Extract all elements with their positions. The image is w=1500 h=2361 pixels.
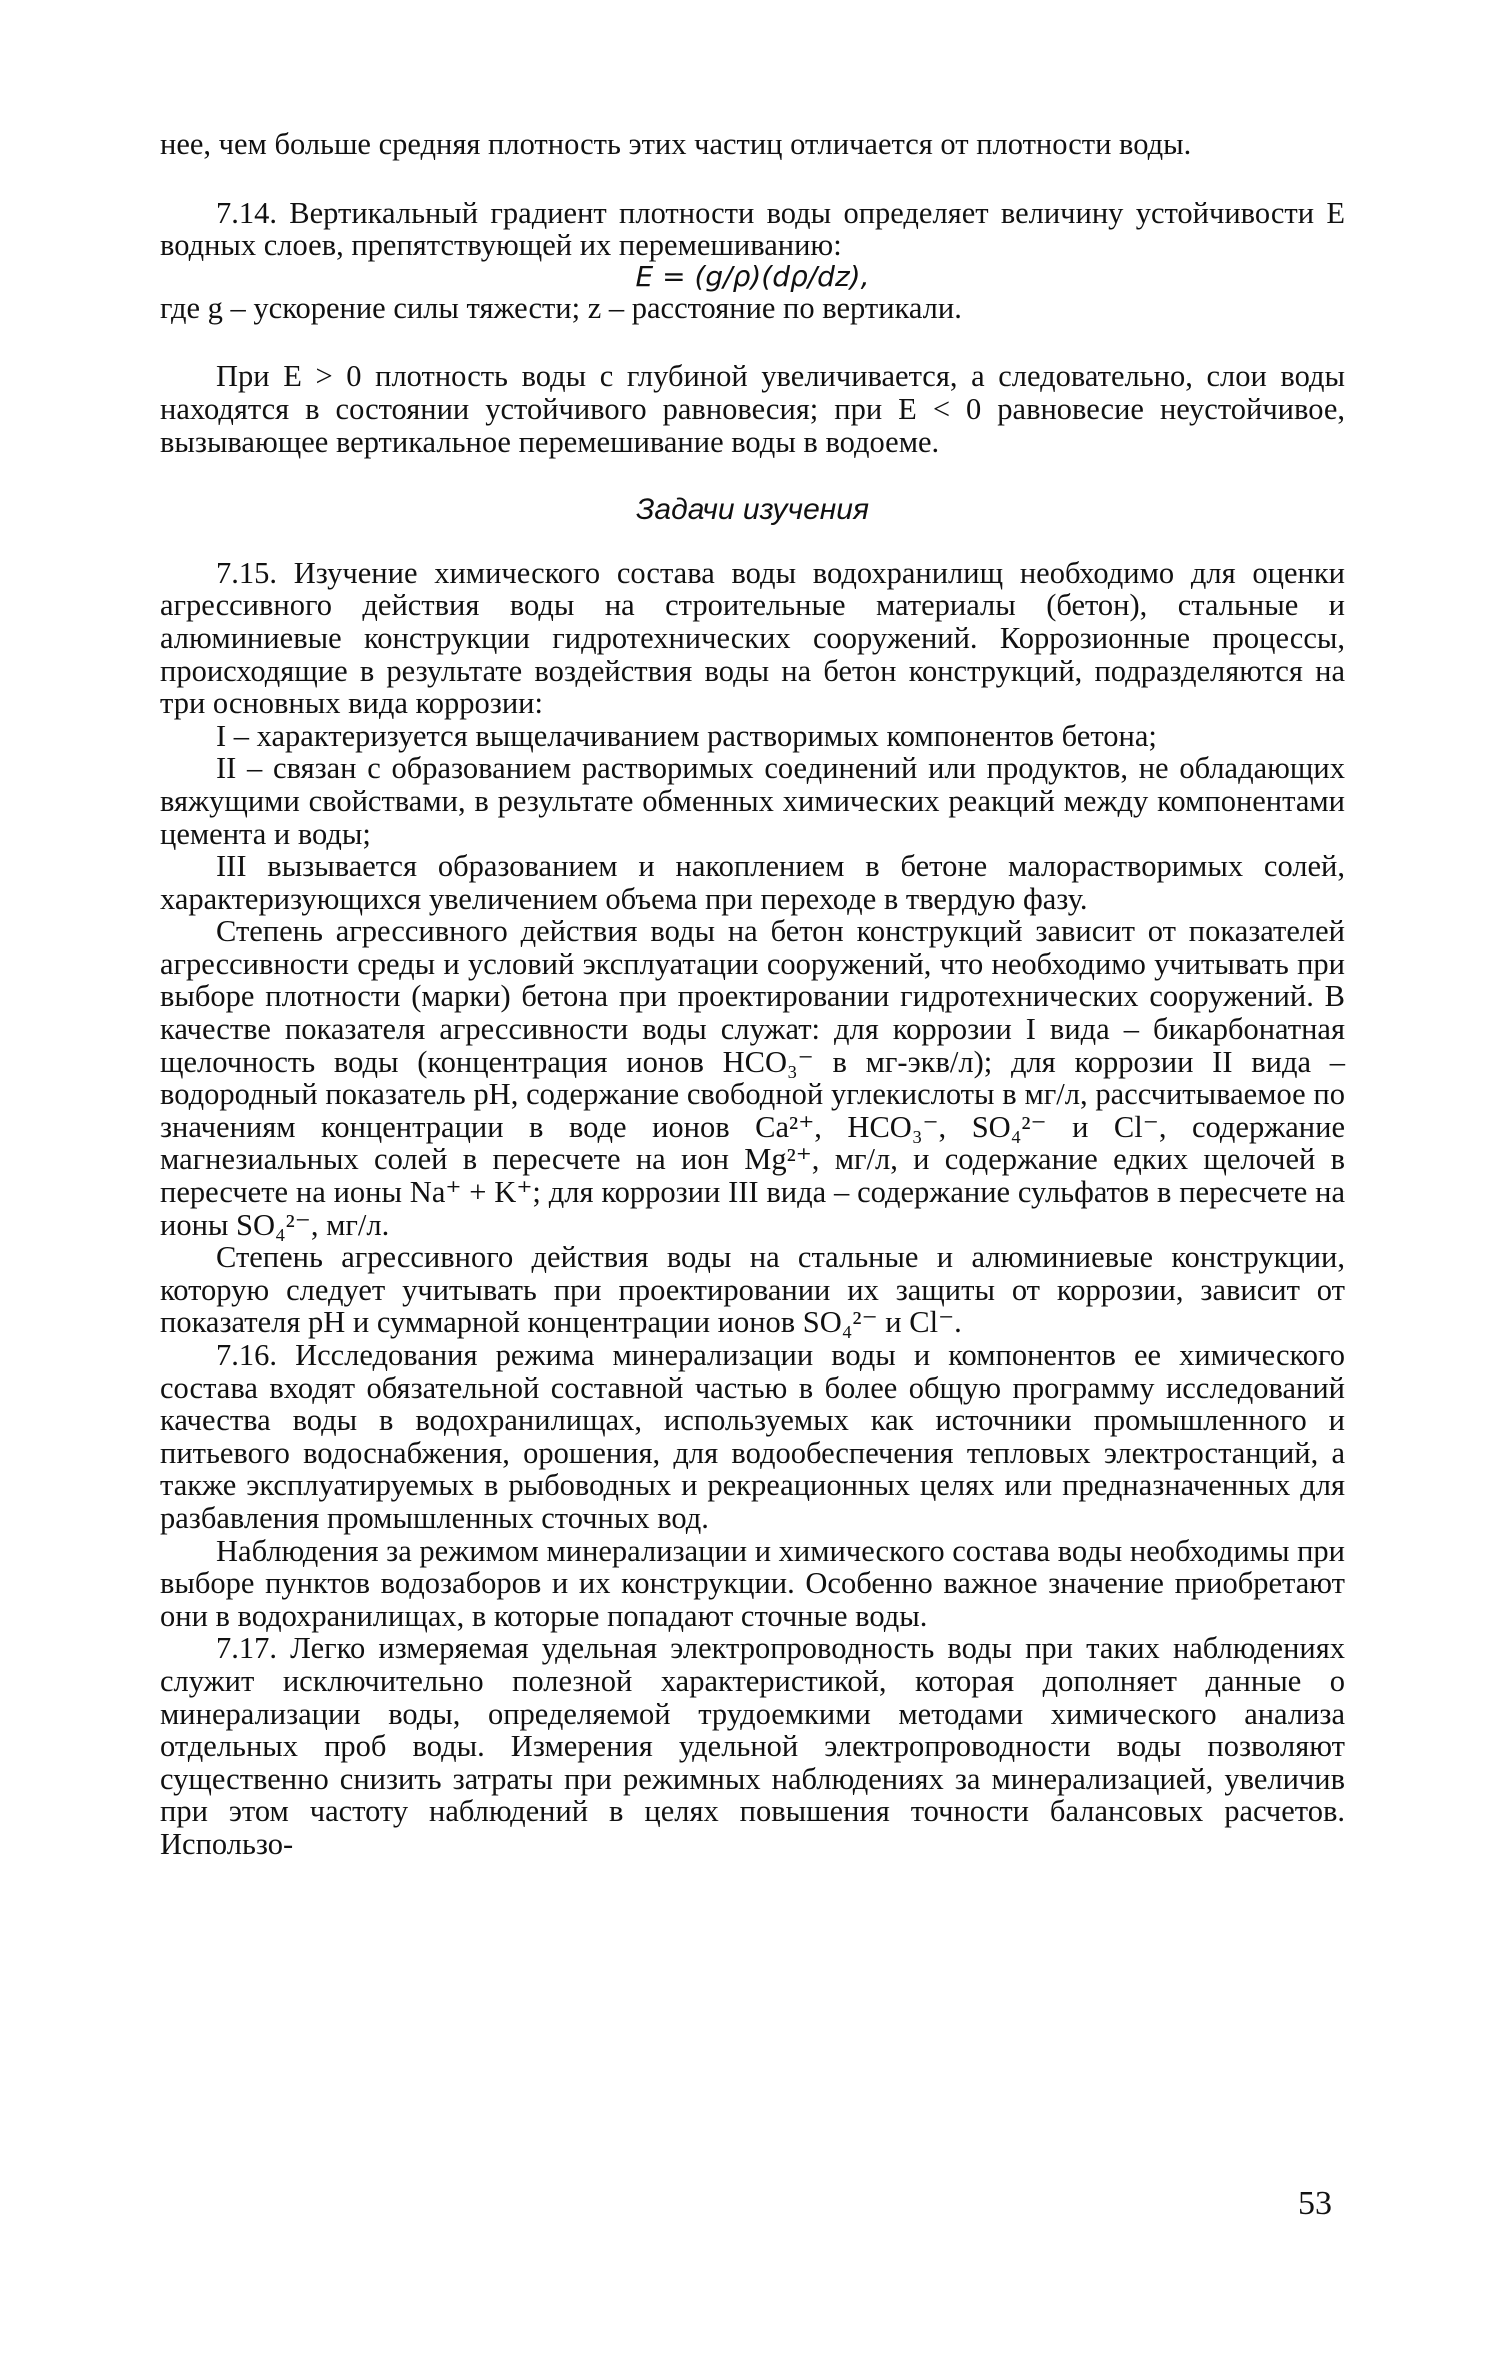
paragraph-7-16: 7.16. Исследования режима минерализации воды и компонентов ее химического состава входят обязательной составной частью в более общую программу исследований качества воды в водохранилищах, используемых как источники промышленного и питьевого водоснабжения, орошения, для водообеспечения тепловых электростанций, а также эксплуатируемых в рыбоводных и рекреационных целях или предназначенных для разбавления промышленных сточных вод. bbox=[160, 1338, 1345, 1535]
paragraph-aggressiveness-concrete: Степень агрессивного действия воды на бетон конструкций зависит от показателей агрессивности среды и условий эксплуатации сооружений, что необходимо учитывать при выборе плотности (марки) бетона при проектировании гидротехнических сооружений. В качестве показателя агрессивности воды служат: для коррозии I вида – бикарбонатная щелочность воды (концентрация ионов HCO₃⁻ в мг-экв/л); для коррозии II вида – водородный показатель pH, содержание свободной углекислоты в мг/л, рассчитываемое по значениям концентрации в воде ионов Ca²⁺, HCO₃⁻, SO₄²⁻ и Cl⁻, содержание магнезиальных солей в пересчете на ион Mg²⁺, мг/л, и содержание едких щелочей в пересчете на ионы Na⁺ + K⁺; для коррозии III вида – содержание сульфатов в пересчете на ионы SO₄²⁻, мг/л. bbox=[160, 914, 1345, 1242]
page-number: 53 bbox=[1298, 2185, 1332, 2222]
corrosion-type-1: I – характеризуется выщелачиванием растворимых компонентов бетона; bbox=[216, 718, 1157, 753]
paragraph-stability: При E > 0 плотность воды с глубиной увеличивается, а следовательно, слои воды находятся в состоянии устойчивого равновесия; при E < 0 равновесие неустойчивое, вызывающее вертикальное перемешивание воды в водоеме. bbox=[160, 359, 1345, 459]
paragraph-continuation: нее, чем больше средняя плотность этих частиц отличается от плотности воды. bbox=[160, 127, 1192, 161]
formula-legend: где g – ускорение силы тяжести; z – расстояние по вертикали. bbox=[160, 290, 962, 325]
corrosion-type-2: II – связан с образованием растворимых соединений или продуктов, не обладающих вяжущими свойствами, в результате обменных химических реакций между компонентами цемента и воды; bbox=[160, 751, 1345, 851]
paragraph-7-15: 7.15. Изучение химического состава воды водохранилищ необходимо для оценки агрессивного действия воды на строительные материалы (бетон), стальные и алюминиевые конструкции гидротехнических сооружений. Коррозионные процессы, происходящие в результате воздействия воды на бетон конструкций, подразделяются на три основных вида коррозии: bbox=[160, 555, 1345, 721]
stability-formula: E = (g/ρ)(dρ/dz), bbox=[635, 259, 870, 293]
corrosion-type-3: III вызывается образованием и накоплением в бетоне малорастворимых солей, характеризующихся увеличением объема при переходе в твердую фазу. bbox=[160, 849, 1345, 916]
paragraph-aggressiveness-metal: Степень агрессивного действия воды на стальные и алюминиевые конструкции, которую следует учитывать при проектировании их защиты от коррозии, зависит от показателя pH и суммарной концентрации ионов SO₄²⁻ и Cl⁻. bbox=[160, 1240, 1345, 1340]
paragraph-7-14: 7.14. Вертикальный градиент плотности воды определяет величину устойчивости E водных слоев, препятствующей их перемешиванию: bbox=[160, 195, 1345, 263]
paragraph-7-17: 7.17. Легко измеряемая удельная электропроводность воды при таких наблюдениях служит исключительно полезной характеристикой, которая дополняет данные о минерализации воды, определяемой трудоемкими методами химического анализа отдельных проб воды. Измерения удельной электропроводности воды позволяют существенно снизить затраты при режимных наблюдениях за минерализацией, увеличив при этом частоту наблюдений в целях повышения точности балансовых расчетов. Использо- bbox=[160, 1631, 1345, 1861]
body-text bbox=[160, 128, 1345, 1861]
paragraph-observations: Наблюдения за режимом минерализации и химического состава воды необходимы при выборе пунктов водозаборов и их конструкции. Особенно важное значение приобретают они в водохранилищах, в которые попадают сточные воды. bbox=[160, 1533, 1345, 1633]
section-heading: Задачи изучения bbox=[636, 493, 869, 527]
